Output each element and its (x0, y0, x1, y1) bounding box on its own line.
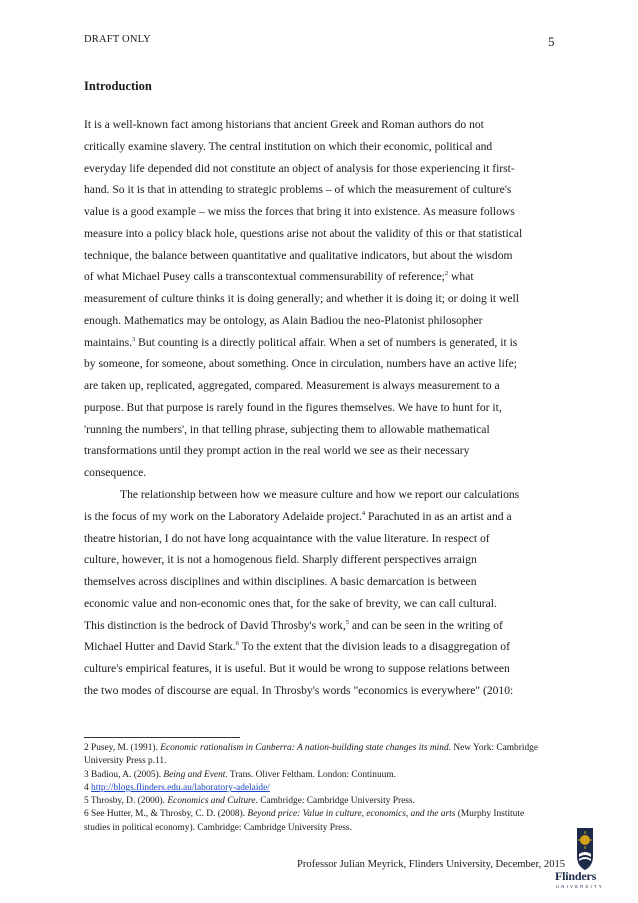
paragraph1-line: measure into a policy black hole, questions arise not about the validity of this or that statistical (84, 226, 523, 240)
footnote-title: Economics and Culture (167, 796, 256, 807)
footnote-5 (84, 795, 554, 808)
footnote-divider (84, 737, 240, 738)
footnote-number: 3 (84, 769, 89, 780)
paragraph2-line (84, 615, 554, 637)
paragraph1-line: consequence. (84, 466, 147, 480)
paragraph2-line: culture's empirical features, it is useful. But it would be wrong to suppose relations between (84, 662, 510, 676)
footnote-text: Pusey, M. (1991). (88, 743, 161, 753)
line-text: and can be seen in the writing of (349, 618, 503, 632)
paragraph1-line: It is a well-known fact among historians that ancient Greek and Roman authors do not (84, 118, 484, 131)
footnote-ref[interactable]: 6 (235, 640, 239, 648)
paragraph2-line: The relationship between how we measure culture and how we report our calculations (120, 488, 520, 502)
paragraph1-line: transformations until they prompt action in the real world we see as their necessary (84, 444, 470, 458)
line-text: Michael Hutter and David Stark. (84, 640, 236, 654)
body-text (84, 114, 554, 702)
paragraph1-line (84, 266, 554, 288)
footnote-ref[interactable]: 3 (131, 335, 136, 343)
paragraph1-line: measurement of culture thinks it is doing generally; and whether it is doing it; or doing it well (84, 292, 520, 306)
footnote-title: Economic rationalism in Canberra: A nation-building state changes its mind. (160, 743, 452, 753)
paragraph1-line: enough. Mathematics may be ontology, as Alain Badiou the neo-Platonist philosopher (84, 313, 483, 327)
paragraph2-line (84, 506, 554, 528)
footnote-text: Badiou, A. (2005). (88, 769, 164, 780)
footnote-text: Trans. Oliver Feltham. London: Continuum. (227, 769, 396, 780)
paragraph2-line (84, 636, 554, 658)
footnote-link[interactable]: http://blogs.flinders.edu.au/laboratory-adelaide/ (91, 782, 270, 793)
footnote-text: See Hutter, M., & Throsby, C. D. (2008). (88, 809, 248, 820)
footnote-ref[interactable]: 5 (345, 618, 349, 626)
logo-wordmark: Flinders (555, 869, 597, 883)
footnote-4 (84, 782, 554, 795)
paragraph2-line: theatre historian, I do not have long acquaintance with the value literature. In respect of (84, 531, 490, 545)
running-header: DRAFT ONLY (84, 34, 151, 45)
footnote-title: Beyond price: Value in culture, economics, and the arts (247, 809, 456, 820)
footnote-ref[interactable]: 2 (444, 270, 449, 278)
footnote-ref[interactable]: 4 (361, 509, 366, 517)
footnote-2 (84, 742, 554, 755)
footnote-6 (84, 808, 554, 821)
paragraph1-line: everyday life depended did not constitute an object of analysis for those experiencing it first- (84, 161, 515, 175)
paragraph2-line: culture, however, it is not a homogenous field. Sharply different perspectives arraign (84, 553, 477, 567)
footnotes (84, 742, 554, 835)
line-text: To the extent that the division leads to a disaggregation of (238, 640, 510, 654)
paragraph1-line: hand. So it is that in attending to strategic problems – of which the measurement of culture's (84, 183, 512, 197)
line-text: maintains. (84, 335, 132, 349)
paragraph2-line: economic value and non-economic ones that, for the sake of brevity, we can call cultural. (84, 596, 497, 610)
page-number: 5 (548, 34, 555, 49)
paragraph1-line: value is a good example – we miss the forces that bring it into existence. As measure follows (84, 205, 515, 219)
line-text: But counting is a directly political affair. When a set of numbers is generated, it is (135, 335, 518, 349)
line-text: of what Michael Pusey calls a transcontextual commensurability of reference; (84, 270, 445, 284)
footnote-text: New York: Cambridge (451, 743, 538, 753)
footnote-text: (Murphy Institute (455, 809, 525, 820)
footnote-number: 5 (84, 796, 89, 807)
section-heading: Introduction (84, 79, 152, 93)
footnote-2-continued: University Press p.11. (84, 756, 167, 767)
footnote-number: 6 (84, 809, 89, 820)
footnote-text: Throsby, D. (2000). (88, 796, 168, 807)
line-text: This distinction is the bedrock of David Throsby's work, (84, 618, 346, 632)
footnote-number: 4 (84, 782, 89, 793)
line-text: is the focus of my work on the Laboratory Adelaide project. (84, 509, 362, 523)
footer-author-line: Professor Julian Meyrick, Flinders University, December, 2015 (297, 859, 566, 870)
paragraph1-line: purpose. But that purpose is rarely found in the figures themselves. We have to hunt for it, (84, 400, 502, 414)
logo-subtext: UNIVERSITY (556, 884, 604, 889)
paragraph1-line: technique, the balance between quantitative and qualitative indicators, but about the wisdom (84, 248, 513, 262)
footnote-3 (84, 769, 554, 782)
paragraph1-line: are taken up, replicated, aggregated, compared. Measurement is always measurement to a (84, 379, 500, 393)
footnote-6-continued: studies in political economy). Cambridge: Cambridge University Press. (84, 822, 352, 833)
footnote-title: Being and Event. (163, 769, 228, 780)
paragraph1-line: by someone, for someone, about something. Once in circulation, numbers have an active life; (84, 357, 518, 371)
paragraph1-line (84, 332, 554, 354)
line-text: Parachuted in as an artist and a (365, 509, 512, 523)
line-text: what (448, 270, 474, 284)
paragraph2-line: the two modes of discourse are equal. In Throsby's words "economics is everywhere" (2010: (84, 683, 514, 697)
paragraph1-line: critically examine slavery. The central institution on which their economic, political and (84, 139, 493, 153)
footnote-text: . Cambridge: Cambridge University Press. (255, 796, 415, 807)
paragraph1-line: 'running the numbers', in that telling phrase, subjecting them to allowable mathematical (84, 422, 490, 436)
paragraph2-line: themselves across disciplines and within disciplines. A basic demarcation is between (84, 575, 477, 589)
footnote-number: 2 (84, 743, 89, 753)
